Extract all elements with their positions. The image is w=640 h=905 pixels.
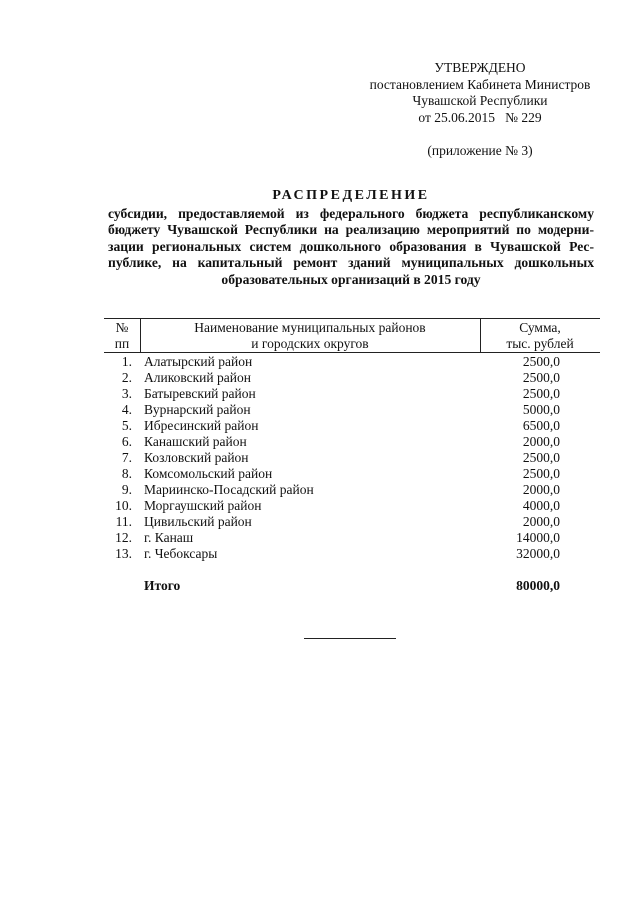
subsidy-amount: 2000,0 bbox=[522, 482, 560, 497]
row-number: 7. bbox=[121, 450, 132, 465]
row-number: 10. bbox=[115, 498, 132, 513]
header-name bbox=[140, 320, 480, 351]
row-number: 8. bbox=[121, 466, 132, 481]
table-row bbox=[104, 514, 600, 530]
district-name: г. Чебоксары bbox=[144, 546, 218, 561]
row-number: 5. bbox=[121, 418, 132, 433]
appendix-note: (приложение № 3) bbox=[427, 143, 533, 158]
subtitle-line: зации региональных систем дошкольного образования в Чувашской Рес- bbox=[108, 238, 594, 254]
distribution-table bbox=[104, 318, 600, 594]
approval-date-number: от 25.06.2015 № 229 bbox=[418, 109, 542, 125]
subsidy-amount: 2500,0 bbox=[522, 386, 560, 401]
table-row bbox=[104, 466, 600, 482]
district-name: Ибресинский район bbox=[144, 418, 259, 433]
total-label: Итого bbox=[144, 578, 181, 593]
subsidy-amount: 14000,0 bbox=[516, 530, 560, 545]
document-subtitle bbox=[108, 206, 594, 288]
header-sum-line2: тыс. рублей bbox=[506, 335, 574, 351]
subsidy-amount: 32000,0 bbox=[516, 546, 560, 561]
row-number: 12. bbox=[115, 530, 132, 545]
document-title: РАСПРЕДЕЛЕНИЕ bbox=[272, 188, 430, 203]
header-number-line1: № bbox=[115, 320, 129, 335]
subsidy-amount: 4000,0 bbox=[522, 498, 560, 513]
subsidy-amount: 5000,0 bbox=[522, 402, 560, 417]
table-row bbox=[104, 450, 600, 466]
header-number-line2: пп bbox=[114, 335, 130, 351]
table-body bbox=[104, 353, 600, 594]
district-name: Аликовский район bbox=[144, 370, 251, 385]
row-number: 6. bbox=[121, 434, 132, 449]
row-number: 2. bbox=[121, 370, 132, 385]
subtitle-line: публике, на капитальный ремонт зданий муниципальных дошкольных bbox=[108, 255, 594, 271]
row-number: 13. bbox=[115, 546, 132, 561]
row-number: 11. bbox=[115, 514, 132, 529]
approval-decree: постановлением Кабинета Министров bbox=[369, 76, 591, 92]
approval-stamp: УТВЕРЖДЕНО bbox=[434, 60, 526, 75]
approval-authority: Чувашской Республики bbox=[412, 93, 548, 108]
district-name: Цивильский район bbox=[144, 514, 252, 529]
header-sum-line1: Сумма, bbox=[519, 320, 561, 335]
row-number: 3. bbox=[121, 386, 132, 401]
subsidy-amount: 2000,0 bbox=[522, 434, 560, 449]
table-row bbox=[104, 386, 600, 402]
district-name: Комсомольский район bbox=[144, 466, 273, 481]
approval-block bbox=[352, 60, 608, 160]
subtitle-line: субсидии, предоставляемой из федерального бюджета республиканскому bbox=[108, 206, 594, 221]
district-name: Алатырский район bbox=[144, 354, 253, 369]
table-row bbox=[104, 402, 600, 418]
subtitle-line: образовательных организаций в 2015 году bbox=[221, 271, 481, 287]
subsidy-amount: 2500,0 bbox=[522, 450, 560, 465]
header-number bbox=[104, 320, 140, 351]
subsidy-amount: 2500,0 bbox=[522, 370, 560, 385]
table-header bbox=[104, 318, 600, 353]
row-number: 9. bbox=[121, 482, 132, 497]
total-amount: 80000,0 bbox=[516, 578, 560, 593]
table-row bbox=[104, 498, 600, 514]
subsidy-amount: 2500,0 bbox=[522, 466, 560, 481]
total-row bbox=[104, 578, 600, 594]
district-name: г. Канаш bbox=[144, 530, 194, 545]
end-of-document-line bbox=[304, 638, 396, 639]
table-row bbox=[104, 370, 600, 386]
header-name-line2: и городских округов bbox=[251, 335, 369, 351]
district-name: Канашский район bbox=[144, 434, 247, 449]
table-row bbox=[104, 530, 600, 546]
table-row bbox=[104, 354, 600, 370]
district-name: Мариинско-Посадский район bbox=[144, 482, 314, 497]
district-name: Моргаушский район bbox=[144, 498, 262, 513]
row-number: 4. bbox=[121, 402, 132, 417]
subsidy-amount: 2000,0 bbox=[522, 514, 560, 529]
row-number: 1. bbox=[121, 354, 132, 369]
table-row bbox=[104, 546, 600, 562]
subsidy-amount: 2500,0 bbox=[522, 354, 560, 369]
table-row bbox=[104, 418, 600, 434]
district-name: Козловский район bbox=[144, 450, 249, 465]
header-sum bbox=[480, 320, 600, 351]
subsidy-amount: 6500,0 bbox=[522, 418, 560, 433]
table-row bbox=[104, 434, 600, 450]
subtitle-line: бюджету Чувашской Республики на реализацию мероприятий по модерни- bbox=[108, 222, 594, 238]
district-name: Батыревский район bbox=[144, 386, 256, 401]
district-name: Вурнарский район bbox=[144, 402, 251, 417]
table-row bbox=[104, 482, 600, 498]
header-name-line1: Наименование муниципальных районов bbox=[194, 320, 426, 335]
